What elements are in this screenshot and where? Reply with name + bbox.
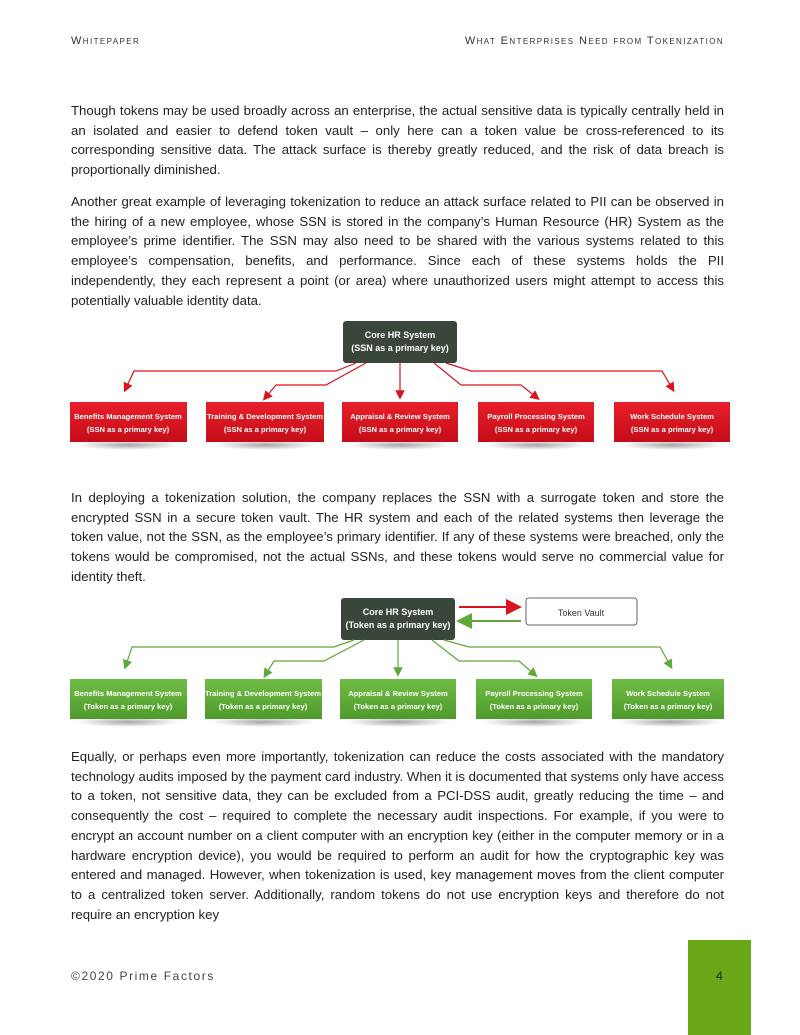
token-child-schedule-line1: Work Schedule System (626, 689, 710, 698)
paragraph-3: In deploying a tokenization solution, the company replaces the SSN with a surrogate token and store the encrypted SSN in a secure token vault. The HR system and each of the related systems then leverage the token value, not the SSN, as the employee’s primary identifier. If any of these systems were breached, only the tokens would be compromised, not the actual SSNs, and these tokens would serve no commercial value for identity theft. (71, 490, 724, 584)
ssn-hierarchy-diagram (66, 318, 734, 458)
token-child-appraisal (340, 679, 456, 719)
token-child-benefits-line2: (Token as a primary key) (83, 702, 173, 711)
ssn-child-payroll-line1: Payroll Processing System (487, 412, 585, 421)
token-root-line2: (Token as a primary key) (345, 620, 451, 630)
ssn-child-benefits-line1: Benefits Management System (74, 412, 182, 421)
ssn-child-payroll-line2: (SSN as a primary key) (494, 425, 578, 434)
token-connectors (126, 640, 670, 674)
token-child-payroll-line1: Payroll Processing System (485, 689, 583, 698)
token-child-appraisal-line1: Appraisal & Review System (348, 689, 448, 698)
token-child-training-line2: (Token as a primary key) (218, 702, 308, 711)
ssn-child-training-line1: Training & Development System (206, 412, 324, 421)
token-root-box (341, 598, 455, 640)
ssn-root-line2: (SSN as a primary key) (351, 343, 449, 353)
ssn-root-box (343, 321, 457, 363)
ssn-child-schedule (614, 402, 730, 442)
token-child-benefits-line1: Benefits Management System (74, 689, 182, 698)
paragraph-4: Equally, or perhaps even more importantly, tokenization can reduce the costs associated with the mandatory technology audits imposed by the payment card industry. When it is documented that systems only have access to a token, not sensitive data, they can be excluded from a PCI-DSS audit, greatly reducing the time – and consequently the cost – required to complete the necessary audit inspections. For example, if you were to encrypt an account number on a client computer with an encryption key (either in the computer memory or in a hardware encryption device), you would be required to perform an audit for how the cryptographic key was entered and managed. However, when tokenization is used, key management moves from the client computer to a centralized token server. Additionally, random tokens do not use encryption keys and therefore do not require an encryption key (71, 749, 724, 922)
header-right-text: What Enterprises Need from Tokenization (464, 35, 724, 47)
token-child-payroll-line2: (Token as a primary key) (489, 702, 579, 711)
ssn-child-benefits (70, 402, 187, 442)
ssn-child-appraisal-line2: (SSN as a primary key) (358, 425, 442, 434)
paragraph-1: Though tokens may be used broadly across an enterprise, the actual sensitive data is typically centrally held in an isolated and easier to defend token vault – only here can a token value be cross-referenced to its corresponding sensitive data. The attack surface is thereby greatly reduced, and the risk of data breach is proportionally diminished. (71, 103, 724, 178)
ssn-child-payroll (478, 402, 594, 442)
ssn-child-schedule-line2: (SSN as a primary key) (630, 425, 714, 434)
token-child-schedule (612, 679, 724, 719)
ssn-connectors (126, 363, 672, 397)
footer-copyright: ©2020 Prime Factors (71, 969, 215, 983)
ssn-root-line1: Core HR System (364, 330, 436, 340)
ssn-child-training-line2: (SSN as a primary key) (223, 425, 307, 434)
page-number-box (688, 940, 751, 1035)
page-number: 4 (716, 969, 723, 983)
header-right (465, 35, 724, 47)
header-left (71, 35, 140, 47)
paragraph-2: Another great example of leveraging tokenization to reduce an attack surface related to PII can be observed in the hiring of a new employee, whose SSN is stored in the company’s Human Resource (HR) System as the employee’s prime identifier. The SSN may also need to be shared with the various systems related to this employee’s compensation, benefits, and performance. Since each of these systems holds the PII independently, they each represent a point (or area) where unauthorized users might attempt to access this potentially valuable identity data. (71, 194, 724, 308)
token-child-payroll (476, 679, 592, 719)
token-vault-label: Token Vault (557, 608, 605, 618)
token-root-line1: Core HR System (362, 607, 434, 617)
ssn-child-training (206, 402, 324, 442)
header-left-text: Whitepaper (71, 35, 141, 47)
token-hierarchy-diagram (66, 593, 734, 733)
ssn-child-appraisal (342, 402, 458, 442)
ssn-child-appraisal-line1: Appraisal & Review System (350, 412, 450, 421)
token-child-training (205, 679, 322, 719)
ssn-child-schedule-line1: Work Schedule System (630, 412, 714, 421)
token-child-benefits (70, 679, 187, 719)
token-child-appraisal-line2: (Token as a primary key) (353, 702, 443, 711)
token-child-schedule-line2: (Token as a primary key) (623, 702, 713, 711)
ssn-children (70, 402, 730, 450)
token-child-training-line1: Training & Development System (204, 689, 322, 698)
ssn-child-benefits-line2: (SSN as a primary key) (86, 425, 170, 434)
token-children (70, 679, 724, 727)
